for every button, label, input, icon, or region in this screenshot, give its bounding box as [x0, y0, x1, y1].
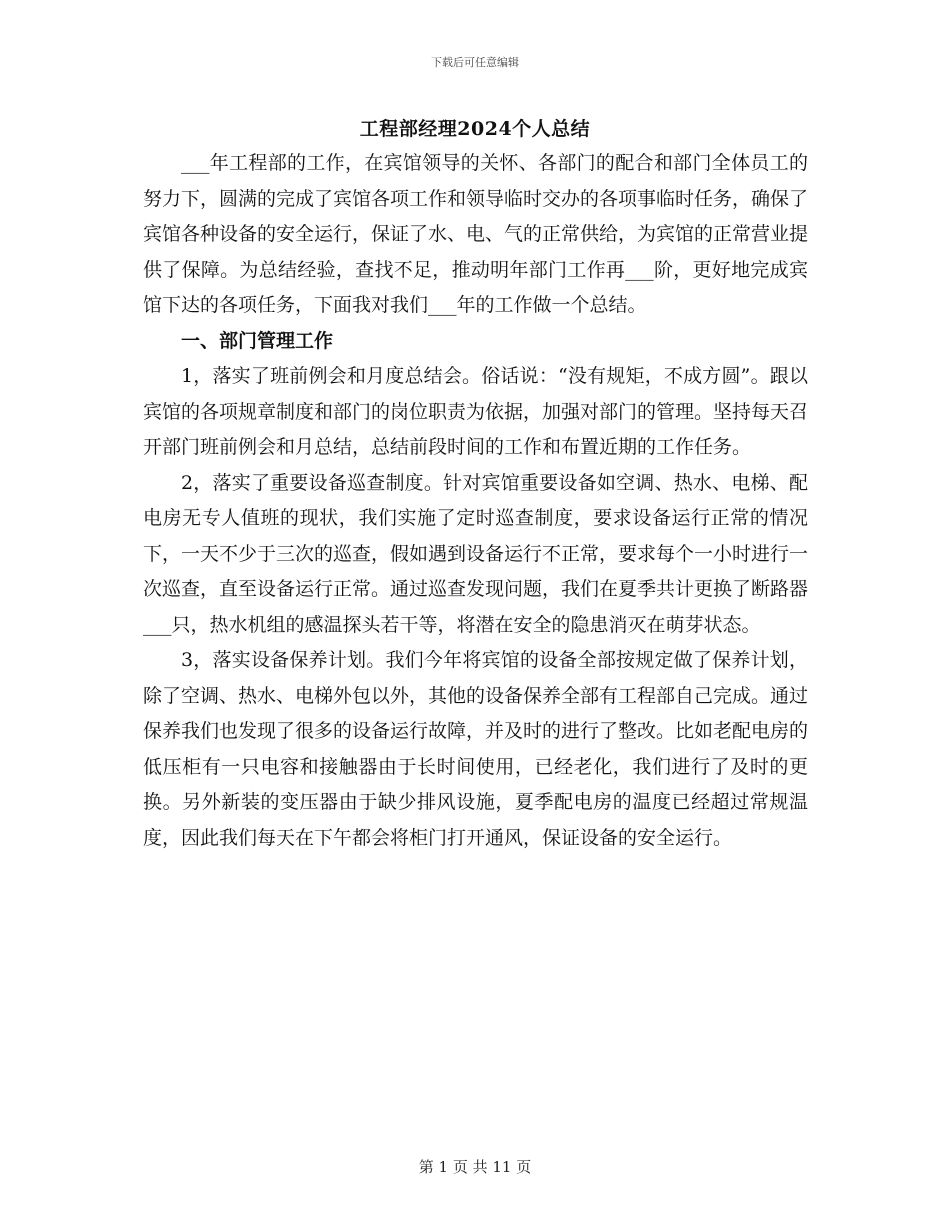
section-heading: 一、部门管理工作	[181, 329, 334, 352]
intro-paragraph: ___年工程部的工作，在宾馆领导的关怀、各部门的配合和部门全体员工的努力下，圆满的完成了宾馆各项工作和领导临时交办的各项事临时任务，确保了宾馆各种设备的安全运行，保证了水、电、气的正常供给，为宾馆的正常营业提供了保障。为总结经验，查找不足，推动明年部门工作再___阶，更好地完成宾馆下达的各项任务，下面我对我们___年的工作做一个总结。	[143, 152, 809, 316]
paragraph-item-1: 1，落实了班前例会和月度总结会。俗话说：“没有规矩，不成方圆”。跟以宾馆的各项规章制度和部门的岗位职责为依据，加强对部门的管理。坚持每天召开部门班前例会和月总结，总结前段时间的工作和布置近期的工作任务。	[143, 365, 809, 458]
document-body	[143, 146, 808, 856]
page-footer: 第 1 页 共 11 页	[418, 1158, 532, 1176]
document-title: 工程部经理2024个人总结	[359, 118, 591, 140]
paragraph-item-2: 2，落实了重要设备巡查制度。针对宾馆重要设备如空调、热水、电梯、配电房无专人值班的现状，我们实施了定时巡查制度，要求设备运行正常的情况下，一天不少于三次的巡查，假如遇到设备运行不正常，要求每个一小时进行一次巡查，直至设备运行正常。通过巡查发现问题，我们在夏季共计更换了断路器___只，热水机组的感温探头若干等，将潜在安全的隐患消灭在萌芽状态。	[143, 471, 809, 636]
header-note: 下载后可任意编辑	[431, 56, 519, 69]
paragraph-item-3: 3，落实设备保养计划。我们今年将宾馆的设备全部按规定做了保养计划，除了空调、热水、电梯外包以外，其他的设备保养全部有工程部自己完成。通过保养我们也发现了很多的设备运行故障，并及时的进行了整改。比如老配电房的低压柜有一只电容和接触器由于长时间使用，已经老化，我们进行了及时的更换。另外新装的变压器由于缺少排风设施，夏季配电房的温度已经超过常规温度，因此我们每天在下午都会将柜门打开通风，保证设备的安全运行。	[143, 649, 809, 849]
